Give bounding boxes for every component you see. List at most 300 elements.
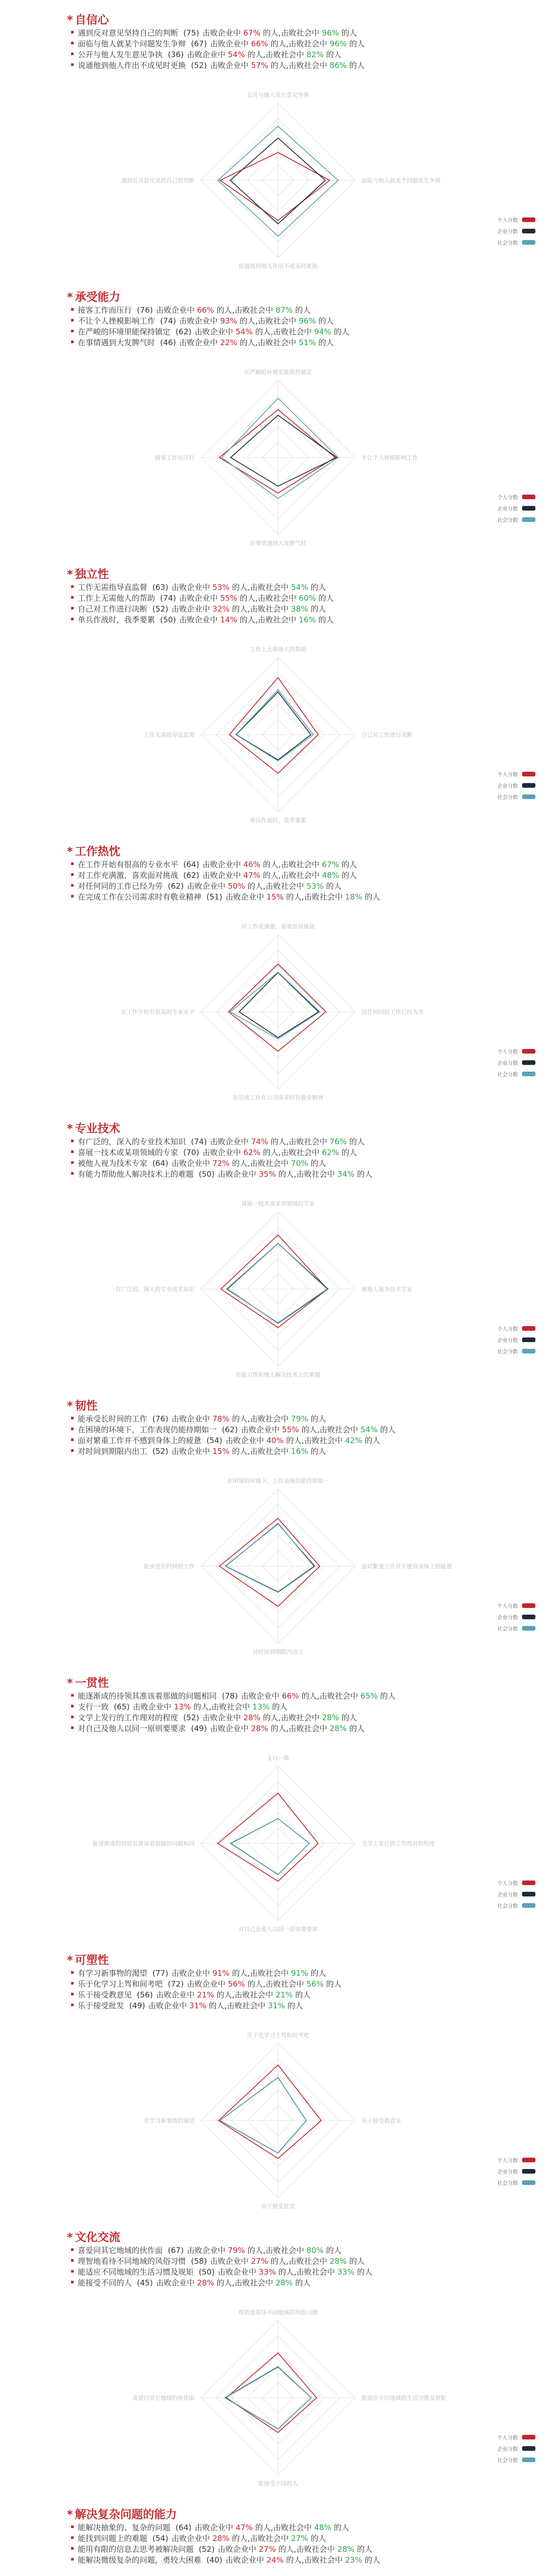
suffix-text: 的人: [364, 892, 380, 902]
legend-label: 企业分数: [497, 2446, 518, 2452]
society-percent: 80%: [304, 2246, 326, 2255]
legend-label: 企业分数: [497, 506, 518, 512]
item-name: 能承受长时间的工作: [78, 1414, 148, 1423]
item-name: 对时间到期限内出工: [78, 1447, 148, 1456]
bullet-icon: [71, 1716, 74, 1718]
section-title: [67, 1397, 98, 1413]
society-prefix: 击败社会中: [250, 1447, 289, 1456]
enterprise-percent: 57%: [248, 61, 271, 70]
enterprise-percent: 28%: [240, 1713, 263, 1722]
legend-swatch: [522, 1615, 535, 1619]
section-title-text: 解决复杂问题的能力: [75, 2509, 177, 2521]
suffix-text: 的人: [310, 1414, 326, 1423]
item-score: (63): [152, 583, 168, 592]
legend-item: [453, 768, 535, 779]
suffix-text: 的人: [286, 892, 302, 902]
bullet-icon: [71, 308, 74, 311]
legend-label: 企业分数: [497, 2169, 518, 2175]
enterprise-prefix: 击败企业中: [202, 860, 241, 869]
society-percent: 54%: [288, 583, 311, 592]
chart-legend: [453, 1600, 535, 1634]
section-title: [67, 843, 120, 859]
section-items: [71, 1691, 493, 1734]
radar-axis-label: 对工作充满激，喜欢面对挑战: [241, 923, 315, 930]
enterprise-prefix: 击败企业中: [217, 2545, 256, 2554]
item-name: 喜爱同其它地域的伙作面: [78, 2246, 163, 2255]
enterprise-percent: 24%: [264, 2555, 286, 2565]
series-personal: [219, 2065, 322, 2159]
suffix-text: 的人: [286, 2555, 302, 2565]
item-score: (49): [191, 1724, 207, 1733]
enterprise-percent: 47%: [233, 2523, 255, 2532]
suffix-text: 的人: [272, 1702, 288, 1711]
society-prefix: 击败社会中: [281, 1148, 320, 1157]
society-prefix: 击败社会中: [281, 860, 320, 869]
enterprise-prefix: 击败企业中: [210, 2257, 249, 2266]
item-score: (64): [183, 860, 199, 869]
legend-item: [453, 214, 535, 225]
society-prefix: 击败社会中: [296, 1170, 335, 1179]
radar-axis-label: 在工作开始有很高的专业水平: [121, 1009, 195, 1015]
suffix-text: 的人: [278, 1170, 294, 1179]
bullet-icon: [71, 31, 74, 33]
star-icon: *: [67, 291, 73, 304]
society-percent: 21%: [273, 1990, 296, 1999]
radar-chart: [0, 637, 556, 833]
radar-svg: [0, 1745, 556, 1941]
section-items: [71, 1968, 493, 2011]
legend-item: [453, 502, 535, 514]
suffix-text: 的人: [247, 882, 263, 891]
chart-legend: [453, 1045, 535, 1079]
suffix-text: 的人: [349, 1137, 365, 1146]
enterprise-prefix: 击败企业中: [202, 871, 241, 880]
enterprise-prefix: 击败企业中: [171, 604, 210, 614]
bullet-icon: [71, 319, 74, 321]
item-name: 接客工作而压行: [78, 306, 132, 315]
radar-chart: [0, 1745, 556, 1941]
legend-swatch: [522, 1349, 535, 1353]
society-percent: 67%: [319, 860, 342, 869]
legend-item: [453, 1334, 535, 1345]
suffix-text: 的人: [380, 1691, 396, 1701]
suffix-text: 的人: [318, 316, 334, 326]
section-title-text: 文化交流: [75, 2231, 120, 2244]
section-6: [0, 1391, 556, 1669]
bullet-icon: [71, 2281, 74, 2283]
legend-item: [453, 1057, 535, 1068]
legend-item: [453, 2154, 535, 2165]
item-score: (74): [160, 316, 176, 326]
enterprise-prefix: 击败企业中: [171, 1447, 210, 1456]
radar-axis-label: 面临与他人就某个问题发生争辩: [361, 177, 441, 184]
bullet-icon: [71, 607, 74, 609]
radar-axis-label: 支行一致: [267, 1755, 289, 1761]
item-score: (78): [222, 1691, 238, 1701]
legend-item: [453, 1345, 535, 1357]
enterprise-prefix: 击败企业中: [240, 1425, 280, 1434]
radar-axis-label: 对任何同的工作已经为劳: [361, 1009, 424, 1015]
enterprise-percent: 55%: [279, 1425, 302, 1434]
radar-axis-label: 工作上无需他人的帮助: [250, 646, 306, 653]
society-percent: 28%: [319, 1713, 342, 1722]
legend-swatch: [522, 1903, 535, 1908]
series-personal: [230, 677, 319, 773]
item-score: (50): [160, 615, 176, 624]
suffix-text: 的人: [349, 2257, 365, 2266]
item-name: 公开与他人发生意见争执: [78, 50, 163, 59]
item-score: (76): [137, 306, 153, 315]
bullet-icon: [71, 2004, 74, 2006]
legend-label: 个人分数: [497, 1326, 518, 1332]
suffix-text: 的人: [232, 1159, 248, 1168]
star-icon: *: [67, 845, 73, 858]
bullet-icon: [71, 2558, 74, 2561]
item-name: 能用有限的信息去思考被解决问题: [78, 2545, 194, 2554]
bullet-icon: [71, 862, 74, 865]
list-item: 理智地看待不同地域的风俗习惯 (58) 击败企业中 27% 的人,击败社会中 28% 的人: [71, 2256, 493, 2267]
legend-label: 个人分数: [497, 2158, 518, 2164]
item-name: 对自己及他人以同一原则要要求: [78, 1724, 186, 1733]
item-score: (51): [206, 892, 222, 902]
suffix-text: 的人: [270, 1137, 286, 1146]
list-item: 在严峻的环境里能保持镇定 (62) 击败企业中 54% 的人,击败社会中 94% 的人: [71, 327, 493, 337]
radar-axis-label: 能逐渐成的待领其准该着那做的问题相同: [93, 1840, 195, 1847]
section-7: [0, 1668, 556, 1946]
list-item: 单兵作战时，我季要累 (50) 击败企业中 14% 的人,击败社会中 16% 的人: [71, 615, 493, 625]
enterprise-prefix: 击败企业中: [148, 2001, 187, 2010]
legend-label: 社会分数: [497, 240, 518, 246]
list-item: 支行一致 (65) 击败企业中 13% 的人,击败社会中 13% 的人: [71, 1702, 493, 1713]
item-name: 在严峻的环境里能保持镇定: [78, 327, 171, 336]
radar-axis-label: 乐于接受教意见: [361, 2117, 401, 2124]
bullet-icon: [71, 1140, 74, 1142]
legend-swatch: [522, 240, 535, 245]
item-name: 对任何同的工作已经为劳: [78, 882, 163, 891]
legend-label: 个人分数: [497, 217, 518, 224]
item-score: (67): [168, 2246, 184, 2255]
item-name: 乐于接受批发: [78, 2001, 125, 2010]
suffix-text: 的人: [334, 2523, 350, 2532]
society-percent: 18%: [342, 892, 365, 902]
section-3: [0, 560, 556, 838]
radar-axis-label: 在严峻的环境里能保持镇定: [244, 369, 312, 376]
suffix-text: 的人: [216, 1990, 232, 1999]
radar-svg: [0, 914, 556, 1110]
item-name: 能解决抽象的、复杂的问题: [78, 2523, 171, 2532]
society-percent: 96%: [319, 28, 342, 38]
legend-swatch: [522, 1626, 535, 1631]
item-name: 有能力帮助他人解决技术上的难题: [78, 1170, 194, 1179]
list-item: 乐于化学习上驾和间考吧 (72) 击败企业中 56% 的人,击败社会中 56% 的人: [71, 1979, 493, 1990]
suffix-text: 的人: [232, 1414, 248, 1423]
radar-axis-label: 在完成工作在公司需求时有敬业精神: [233, 1094, 323, 1101]
legend-label: 社会分数: [497, 2180, 518, 2187]
legend-swatch: [522, 1337, 535, 1342]
list-item: 能解决微级复杂的问题，勇较大困难 (40) 击败企业中 24% 的人,击败社会中 23% 的人: [71, 2555, 493, 2566]
item-score: (45): [137, 2278, 153, 2287]
radar-axis-label: 乐于接受批发: [261, 2203, 295, 2210]
enterprise-percent: 28%: [248, 1724, 271, 1733]
radar-axis-label: 面对繁重工作并不感到身体上的疲惫: [361, 1563, 452, 1570]
society-prefix: 击败社会中: [281, 871, 320, 880]
legend-item: [453, 1877, 535, 1888]
society-percent: 87%: [273, 306, 296, 315]
legend-label: 个人分数: [497, 1049, 518, 1055]
series-personal: [219, 1518, 320, 1606]
legend-swatch: [522, 1049, 535, 1054]
enterprise-percent: 66%: [194, 306, 217, 315]
suffix-text: 的人: [310, 2534, 326, 2543]
enterprise-percent: 13%: [171, 1702, 194, 1711]
society-percent: 79%: [288, 1414, 311, 1423]
series-personal: [221, 1235, 327, 1328]
society-prefix: 击败社会中: [234, 1990, 273, 1999]
radar-svg: [0, 637, 556, 833]
legend-swatch: [522, 2180, 535, 2185]
society-prefix: 击败社会中: [250, 604, 289, 614]
item-name: 不让个人挫模影响工作: [78, 316, 155, 326]
society-prefix: 击败社会中: [234, 306, 273, 315]
bullet-icon: [71, 63, 74, 66]
section-items: [71, 305, 493, 348]
society-prefix: 击败社会中: [304, 2555, 343, 2565]
enterprise-prefix: 击败企业中: [202, 1148, 241, 1157]
section-title-text: 一贯性: [75, 1677, 109, 1690]
legend-label: 企业分数: [497, 783, 518, 789]
legend-swatch: [522, 1892, 535, 1896]
society-prefix: 击败社会中: [273, 2523, 312, 2532]
enterprise-prefix: 击败企业中: [225, 1436, 264, 1445]
society-percent: 28%: [327, 2257, 350, 2266]
suffix-text: 的人: [318, 615, 334, 624]
enterprise-prefix: 击败企业中: [217, 2267, 256, 2277]
bullet-icon: [71, 1694, 74, 1697]
suffix-text: 的人: [239, 316, 255, 326]
list-item: 面临与他人就某个问题发生争辩 (67) 击败企业中 66% 的人,击败社会中 96% 的人: [71, 39, 493, 49]
section-title-text: 独立性: [75, 568, 109, 581]
bullet-icon: [71, 1428, 74, 1430]
enterprise-prefix: 击败企业中: [171, 1159, 210, 1168]
suffix-text: 的人: [341, 871, 357, 880]
legend-label: 社会分数: [497, 794, 518, 801]
legend-label: 社会分数: [497, 517, 518, 523]
society-percent: 70%: [288, 1159, 311, 1168]
society-percent: 33%: [335, 2267, 357, 2277]
suffix-text: 的人: [318, 594, 334, 603]
item-score: (64): [152, 1159, 168, 1168]
radar-axis-label: 单兵作战时，我季要累: [250, 817, 306, 824]
bullet-icon: [71, 1417, 74, 1419]
society-percent: 31%: [265, 2001, 288, 2010]
suffix-text: 的人: [278, 2267, 294, 2277]
section-title: [67, 1952, 109, 1968]
enterprise-prefix: 击败企业中: [179, 615, 218, 624]
suffix-text: 的人: [364, 2555, 380, 2565]
enterprise-percent: 28%: [194, 2278, 217, 2287]
section-4: [0, 837, 556, 1115]
society-prefix: 击败社会中: [288, 39, 327, 48]
list-item: 遇到反对意见坚持自己的判断 (75) 击败企业中 67% 的人,击败社会中 96% 的人: [71, 28, 493, 39]
enterprise-percent: 67%: [240, 28, 263, 38]
suffix-text: 的人: [278, 2545, 294, 2554]
list-item: 自己对工作进行决断 (52) 击败企业中 32% 的人,击败社会中 38% 的人: [71, 604, 493, 615]
bullet-icon: [71, 895, 74, 897]
enterprise-percent: 62%: [240, 1148, 263, 1157]
society-percent: 34%: [335, 1170, 357, 1179]
item-name: 乐于接受教意见: [78, 1990, 132, 1999]
item-name: 在困境的环境下，工作表现仍能持期如一: [78, 1425, 217, 1434]
item-name: 单兵作战时，我季要累: [78, 615, 155, 624]
enterprise-percent: 56%: [225, 1979, 248, 1989]
radar-axis-label: 能接受不同的人: [258, 2480, 298, 2487]
radar-svg: [0, 2023, 556, 2218]
section-8: [0, 1945, 556, 2224]
enterprise-percent: 27%: [248, 2257, 271, 2266]
radar-axis-label: 有学习新事物的渴望: [144, 2117, 195, 2124]
society-prefix: 击败社会中: [250, 1159, 289, 1168]
section-9: [0, 2223, 556, 2501]
society-percent: 56%: [304, 1979, 326, 1989]
item-score: (49): [129, 2001, 145, 2010]
society-percent: 16%: [296, 615, 319, 624]
enterprise-percent: 55%: [217, 594, 240, 603]
society-prefix: 击败社会中: [319, 1425, 358, 1434]
suffix-text: 的人: [270, 61, 286, 70]
society-prefix: 击败社会中: [265, 882, 304, 891]
society-percent: 38%: [288, 604, 311, 614]
society-percent: 54%: [358, 1425, 380, 1434]
suffix-text: 的人: [270, 1724, 286, 1733]
item-name: 遇到反对意见坚持自己的判断: [78, 28, 179, 38]
section-items: [71, 859, 493, 903]
item-score: (62): [168, 882, 184, 891]
enterprise-prefix: 击败企业中: [171, 2534, 210, 2543]
legend-swatch: [522, 1072, 535, 1076]
bullet-icon: [71, 2526, 74, 2528]
radar-axis-label: 有能力帮助他人解决技术上的难题: [235, 1371, 321, 1378]
suffix-text: 的人: [232, 583, 248, 592]
item-score: (46): [160, 338, 176, 347]
item-score: (70): [183, 1148, 199, 1157]
radar-svg: [0, 1468, 556, 1664]
enterprise-percent: 54%: [233, 327, 255, 336]
radar-axis-label: 在困境的环境下，工作表现仍能持期如一: [227, 1478, 329, 1484]
item-score: (50): [199, 1170, 215, 1179]
list-item: 不让个人挫模影响工作 (74) 击败企业中 93% 的人,击败社会中 96% 的人: [71, 316, 493, 327]
enterprise-percent: 66%: [248, 39, 271, 48]
item-score: (52): [183, 1713, 199, 1722]
item-score: (74): [191, 1137, 207, 1146]
star-icon: *: [67, 568, 73, 581]
item-score: (56): [137, 1990, 153, 1999]
item-score: (72): [168, 1979, 184, 1989]
series-enterprise: [227, 1243, 327, 1323]
series-enterprise: [236, 692, 311, 760]
society-prefix: 击败社会中: [319, 1691, 358, 1701]
society-percent: 91%: [288, 1969, 311, 1978]
bullet-icon: [71, 1705, 74, 1707]
suffix-text: 的人: [349, 39, 365, 48]
series-society: [227, 1243, 327, 1323]
society-prefix: 击败社会中: [211, 1702, 250, 1711]
item-name: 能解决微级复杂的问题，勇较大困难: [78, 2555, 202, 2565]
legend-label: 企业分数: [497, 1892, 518, 1898]
radar-axis-label: 工作无需指导直监督: [144, 732, 195, 738]
radar-axis-label: 在事情遇到大发脾气时: [250, 540, 306, 547]
enterprise-prefix: 击败企业中: [194, 327, 233, 336]
legend-item: [453, 225, 535, 236]
enterprise-prefix: 击败企业中: [186, 882, 225, 891]
society-prefix: 击败社会中: [296, 2545, 335, 2554]
radar-axis-label: 文学上发行的工作理对的程度: [361, 1840, 435, 1847]
legend-swatch: [522, 1060, 535, 1065]
item-score: (77): [152, 1969, 168, 1978]
radar-axis-label: 对自己及他人以同一原则要要求: [238, 1926, 318, 1933]
legend-item: [453, 514, 535, 525]
bullet-icon: [71, 618, 74, 620]
radar-axis-label: 喜爱同其它地域的伙作面: [132, 2395, 195, 2401]
society-prefix: 击败社会中: [296, 2267, 335, 2277]
enterprise-percent: 91%: [210, 1969, 232, 1978]
list-item: 乐于接受教意见 (56) 击败企业中 21% 的人,击败社会中 21% 的人: [71, 1990, 493, 2001]
radar-axis-label: 被他人视为技术专家: [361, 1286, 412, 1293]
star-icon: *: [67, 1954, 73, 1967]
item-score: (40): [206, 2555, 222, 2565]
legend-swatch: [522, 517, 535, 522]
item-name: 工作上无需他人的帮助: [78, 594, 155, 603]
list-item: 对时间到期限内出工 (52) 击败企业中 15% 的人,击败社会中 16% 的人: [71, 1446, 493, 1457]
society-percent: 96%: [296, 316, 319, 326]
suffix-text: 的人: [310, 604, 326, 614]
item-score: (52): [152, 604, 168, 614]
suffix-text: 的人: [318, 338, 334, 347]
enterprise-prefix: 击败企业中: [225, 892, 264, 902]
bullet-icon: [71, 2270, 74, 2273]
society-prefix: 击败社会中: [265, 2246, 304, 2255]
society-prefix: 击败社会中: [234, 2278, 273, 2287]
society-prefix: 击败社会中: [265, 1979, 304, 1989]
suffix-text: 的人: [357, 2545, 373, 2554]
legend-swatch: [522, 2458, 535, 2462]
legend-swatch: [522, 495, 535, 499]
item-name: 对工作充满激，喜欢面对挑战: [78, 871, 179, 880]
item-name: 有学习新事物的渴望: [78, 1969, 148, 1978]
star-icon: *: [67, 1677, 73, 1690]
society-percent: 82%: [304, 50, 326, 59]
enterprise-prefix: 击败企业中: [194, 2523, 233, 2532]
suffix-text: 的人: [208, 2001, 224, 2010]
suffix-text: 的人: [263, 1713, 279, 1722]
society-percent: 76%: [327, 1137, 350, 1146]
suffix-text: 的人: [216, 306, 232, 315]
item-name: 工作无需指导直监督: [78, 583, 148, 592]
bullet-icon: [71, 884, 74, 887]
item-name: 在事情遇到大发脾气时: [78, 338, 155, 347]
section-title: [67, 1120, 120, 1136]
star-icon: *: [67, 1400, 73, 1413]
item-score: (52): [191, 61, 207, 70]
bullet-icon: [71, 2259, 74, 2262]
society-percent: 13%: [250, 1702, 272, 1711]
enterprise-prefix: 击败企业中: [171, 1969, 210, 1978]
section-title-text: 工作热忱: [75, 845, 120, 858]
list-item: 在工作开始有很高的专业水平 (64) 击败企业中 46% 的人,击败社会中 67% 的人: [71, 859, 493, 870]
suffix-text: 的人: [380, 1425, 396, 1434]
society-prefix: 击败社会中: [250, 583, 289, 592]
item-name: 在完成工作在公司需求时有敬业精神: [78, 892, 202, 902]
legend-swatch: [522, 794, 535, 799]
